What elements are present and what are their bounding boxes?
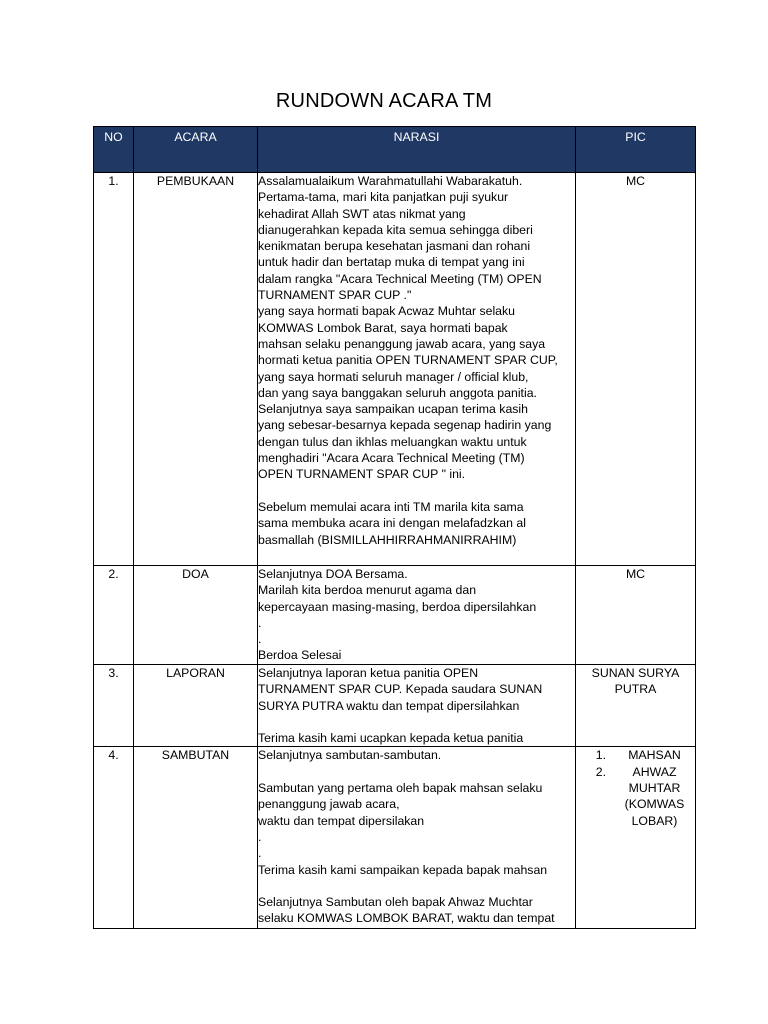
narasi-line xyxy=(258,878,575,894)
pic-list-item xyxy=(576,747,695,763)
header-narasi: NARASI xyxy=(258,127,576,173)
row-narasi xyxy=(258,173,576,566)
narasi-line xyxy=(258,714,575,730)
narasi-line: TURNAMENT SPAR CUP. Kepada saudara SUNAN xyxy=(258,682,543,697)
pic-list-text: MAHSAN xyxy=(628,748,681,763)
table-row xyxy=(94,566,696,665)
narasi-line: kepercayaan masing-masing, berdoa dipersilahkan xyxy=(258,599,537,614)
narasi-line: Selanjutnya saya sampaikan ucapan terima kasih xyxy=(258,402,529,417)
pic-list-text: AHWAZ MUHTAR (KOMWAS LOBAR) xyxy=(624,764,685,828)
header-acara: ACARA xyxy=(134,127,258,173)
narasi-line: . xyxy=(258,632,262,647)
page-title: RUNDOWN ACARA TM xyxy=(275,90,493,112)
narasi-line: SURYA PUTRA waktu dan tempat dipersilahkan xyxy=(258,698,520,713)
narasi-line: Selanjutnya sambutan-sambutan. xyxy=(258,748,442,763)
narasi-line: Pertama-tama, mari kita panjatkan puji syukur xyxy=(258,190,509,205)
narasi-line: basmallah (BISMILLAHHIRRAHMANIRRAHIM) xyxy=(258,532,517,547)
narasi-line: sama membuka acara ini dengan melafadzkan al xyxy=(258,516,526,531)
row-number: 1. xyxy=(94,173,134,566)
narasi-line: dianugerahkan kepada kita semua sehingga diberi xyxy=(258,222,533,237)
table-row xyxy=(94,747,696,929)
narasi-line: yang saya hormati seluruh manager / official klub, xyxy=(258,369,529,384)
pic-list-number: 2. xyxy=(595,764,606,779)
narasi-line: Selanjutnya laporan ketua panitia OPEN xyxy=(258,666,479,680)
narasi-line xyxy=(258,764,575,780)
table-row xyxy=(94,665,696,747)
narasi-line: . xyxy=(258,615,262,630)
narasi-line: mahsan selaku penanggung jawab acara, yang saya xyxy=(258,336,546,351)
narasi-line: dalam rangka "Acara Technical Meeting (TM) OPEN xyxy=(258,271,542,286)
narasi-line: yang saya hormati bapak Acwaz Muhtar selaku xyxy=(258,304,516,319)
narasi-line: . xyxy=(258,829,262,844)
narasi-line: Assalamualaikum Warahmatullahi Wabarakatuh. xyxy=(258,174,523,188)
narasi-line: hormati ketua panitia OPEN TURNAMENT SPAR CUP, xyxy=(258,353,558,368)
row-pic: SUNAN SURYA PUTRA xyxy=(576,665,696,747)
narasi-line: menghadiri "Acara Acara Technical Meeting (TM) xyxy=(258,451,525,466)
narasi-line: OPEN TURNAMENT SPAR CUP " ini. xyxy=(258,467,466,482)
header-pic: PIC xyxy=(576,127,696,173)
row-pic: MC xyxy=(576,566,696,665)
table-header-row xyxy=(94,127,696,173)
narasi-line: untuk hadir dan bertatap muka di tempat yang ini xyxy=(258,255,525,270)
header-no: NO xyxy=(94,127,134,173)
narasi-line: selaku KOMWAS LOMBOK BARAT, waktu dan tempat xyxy=(258,911,555,926)
narasi-line: KOMWAS Lombok Barat, saya hormati bapak xyxy=(258,320,508,335)
pic-list-number: 1. xyxy=(595,748,606,763)
pic-list xyxy=(576,747,695,828)
row-number: 2. xyxy=(94,566,134,665)
narasi-line: Terima kasih kami sampaikan kepada bapak mahsan xyxy=(258,862,548,877)
row-narasi xyxy=(258,665,576,747)
row-acara: DOA xyxy=(134,566,258,665)
table-row xyxy=(94,173,696,566)
row-pic: MC xyxy=(576,173,696,566)
table-body xyxy=(94,173,696,929)
narasi-line: kenikmatan berupa kesehatan jasmani dan rohani xyxy=(258,239,531,254)
row-narasi xyxy=(258,566,576,665)
rundown-table xyxy=(93,126,696,929)
row-acara: SAMBUTAN xyxy=(134,747,258,929)
narasi-line: yang sebesar-besarnya kepada segenap hadirin yang xyxy=(258,418,552,433)
narasi-line: Sebelum memulai acara inti TM marila kita sama xyxy=(258,499,524,514)
narasi-line: penanggung jawab acara, xyxy=(258,797,400,812)
narasi-line: Terima kasih kami ucapkan kepada ketua panitia xyxy=(258,731,524,746)
narasi-line: dengan tulus dan ikhlas meluangkan waktu untuk xyxy=(258,434,527,449)
narasi-line xyxy=(258,483,575,499)
row-pic xyxy=(576,747,696,929)
narasi-line: . xyxy=(258,846,262,861)
narasi-line: Marilah kita berdoa menurut agama dan xyxy=(258,583,477,598)
row-acara: PEMBUKAAN xyxy=(134,173,258,566)
narasi-line: Sambutan yang pertama oleh bapak mahsan selaku xyxy=(258,781,543,796)
narasi-line: Berdoa Selesai xyxy=(258,648,342,663)
narasi-line: kehadirat Allah SWT atas nikmat yang xyxy=(258,206,466,221)
row-number: 3. xyxy=(94,665,134,747)
pic-list-item xyxy=(576,764,695,829)
narasi-line: waktu dan tempat dipersilakan xyxy=(258,813,425,828)
row-narasi xyxy=(258,747,576,929)
narasi-line xyxy=(258,548,575,564)
narasi-line: Selanjutnya Sambutan oleh bapak Ahwaz Muchtar xyxy=(258,895,533,910)
row-number: 4. xyxy=(94,747,134,929)
narasi-line: Selanjutnya DOA Bersama. xyxy=(258,567,408,581)
narasi-line: dan yang saya banggakan seluruh anggota panitia. xyxy=(258,385,537,400)
row-acara: LAPORAN xyxy=(134,665,258,747)
narasi-line: TURNAMENT SPAR CUP ." xyxy=(258,288,412,303)
